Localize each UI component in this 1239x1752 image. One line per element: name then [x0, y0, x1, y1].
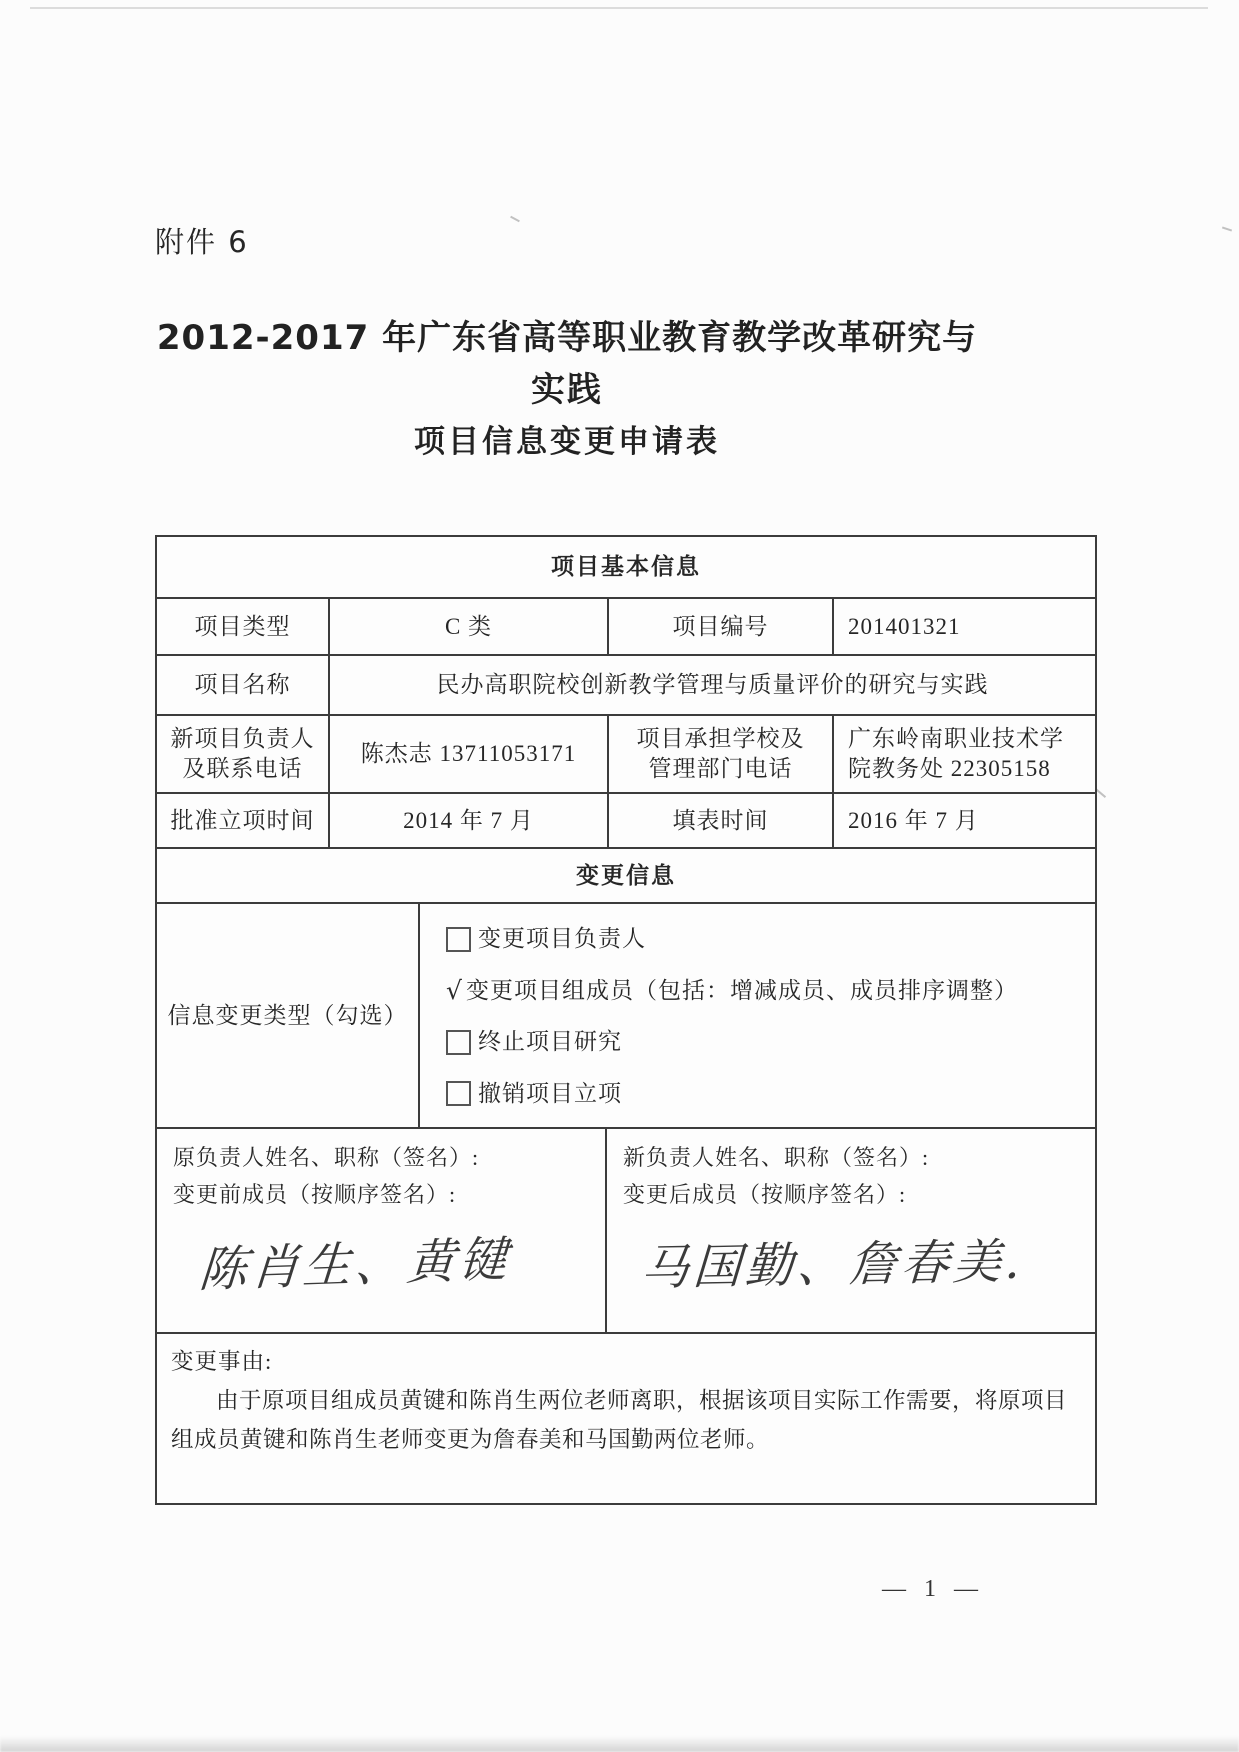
new-leader-label [157, 716, 328, 792]
check-mark-icon: √ [446, 975, 463, 1005]
option-revoke-project [446, 1079, 622, 1109]
old-members-sign-label: 变更前成员（按顺序签名）: [173, 1182, 457, 1207]
checkbox-unchecked-icon [446, 927, 471, 952]
project-number-label: 项目编号 [607, 599, 832, 654]
checkbox-unchecked-icon [446, 1030, 471, 1055]
new-members-sign-label: 变更后成员（按顺序签名）: [623, 1182, 907, 1207]
option-change-leader-label: 变更项目负责人 [478, 926, 646, 951]
scan-edge-line [30, 7, 1208, 9]
change-reason-label: 变更事由: [171, 1349, 273, 1374]
old-leader-sign-label: 原负责人姓名、职称（签名）: [173, 1145, 480, 1170]
option-change-leader [446, 924, 646, 954]
title-line-3: 项目信息变更申请表 [414, 424, 720, 460]
change-reason-row [157, 1332, 1095, 1503]
school-phone-value-line1: 广东岭南职业技术学 [848, 726, 1064, 751]
page-number: — 1 — [882, 1576, 984, 1602]
school-phone-label [607, 716, 832, 792]
approval-time-label: 批准立项时间 [170, 807, 315, 833]
option-change-members [446, 976, 1018, 1006]
project-name-label: 项目名称 [194, 672, 291, 697]
school-phone-label-line1: 项目承担学校及 [636, 726, 805, 751]
new-leader-value: 陈杰志 13711053171 [328, 716, 607, 792]
new-leader-sign-label: 新负责人姓名、职称（签名）: [623, 1145, 930, 1170]
new-members-signature: 马国勤、詹春美. [639, 1233, 1026, 1297]
leader-school-row [157, 714, 1095, 792]
checkbox-unchecked-icon [446, 1081, 471, 1106]
change-type-label: 信息变更类型（勾选） [167, 1002, 408, 1028]
project-name-value: 民办高职院校创新教学管理与质量评价的研究与实践 [328, 656, 1095, 714]
new-members-signature-cell [605, 1129, 1095, 1332]
project-type-row [157, 597, 1095, 654]
new-leader-label-line2: 及联系电话 [182, 756, 303, 781]
old-members-signature: 陈肖生、黄键 [197, 1231, 513, 1299]
fill-time-label: 填表时间 [607, 794, 832, 847]
approval-time-value: 2014 年 7 月 [328, 794, 607, 847]
project-type-value: C 类 [328, 599, 607, 654]
option-terminate-project [446, 1027, 622, 1057]
option-revoke-project-label: 撤销项目立项 [478, 1080, 622, 1106]
section-change-info-row [157, 847, 1095, 902]
project-type-label: 项目类型 [194, 613, 291, 639]
school-phone-value [832, 716, 1095, 792]
project-number-value: 201401321 [832, 599, 1095, 654]
attachment-label: 附件 6 [155, 225, 249, 259]
section-basic-info-row [157, 537, 1095, 597]
school-phone-label-line2: 管理部门电话 [648, 756, 793, 781]
option-change-members-label: 变更项目组成员（包括：增减成员、成员排序调整） [465, 977, 1018, 1003]
option-terminate-project-label: 终止项目研究 [478, 1029, 622, 1055]
school-phone-value-line2: 院教务处 22305158 [848, 756, 1051, 781]
scan-speck [510, 216, 520, 222]
change-type-options [418, 904, 1095, 1127]
change-type-row [157, 902, 1095, 1127]
scan-speck [1222, 227, 1232, 232]
section-basic-info-title: 项目基本信息 [551, 554, 701, 579]
document-title [0, 312, 1134, 467]
dates-row [157, 792, 1095, 847]
title-line-2: 实践 [531, 370, 603, 410]
change-reason-text: 由于原项目组成员黄键和陈肖生两位老师离职，根据该项目实际工作需要，将原项目组成员黄键和陈肖生老师变更为詹春美和马国勤两位老师。 [171, 1388, 1068, 1452]
section-change-info-title: 变更信息 [576, 862, 676, 888]
old-members-signature-cell [157, 1129, 605, 1332]
signatures-row [157, 1127, 1095, 1332]
fill-time-value: 2016 年 7 月 [832, 794, 1095, 847]
new-leader-label-line1: 新项目负责人 [170, 726, 315, 751]
title-line-1: 2012-2017 年广东省高等职业教育教学改革研究与 [156, 318, 978, 358]
scan-bottom-shadow [0, 1736, 1239, 1752]
application-form-table [155, 535, 1097, 1505]
change-reason-cell [157, 1334, 1095, 1503]
project-name-row [157, 654, 1095, 714]
